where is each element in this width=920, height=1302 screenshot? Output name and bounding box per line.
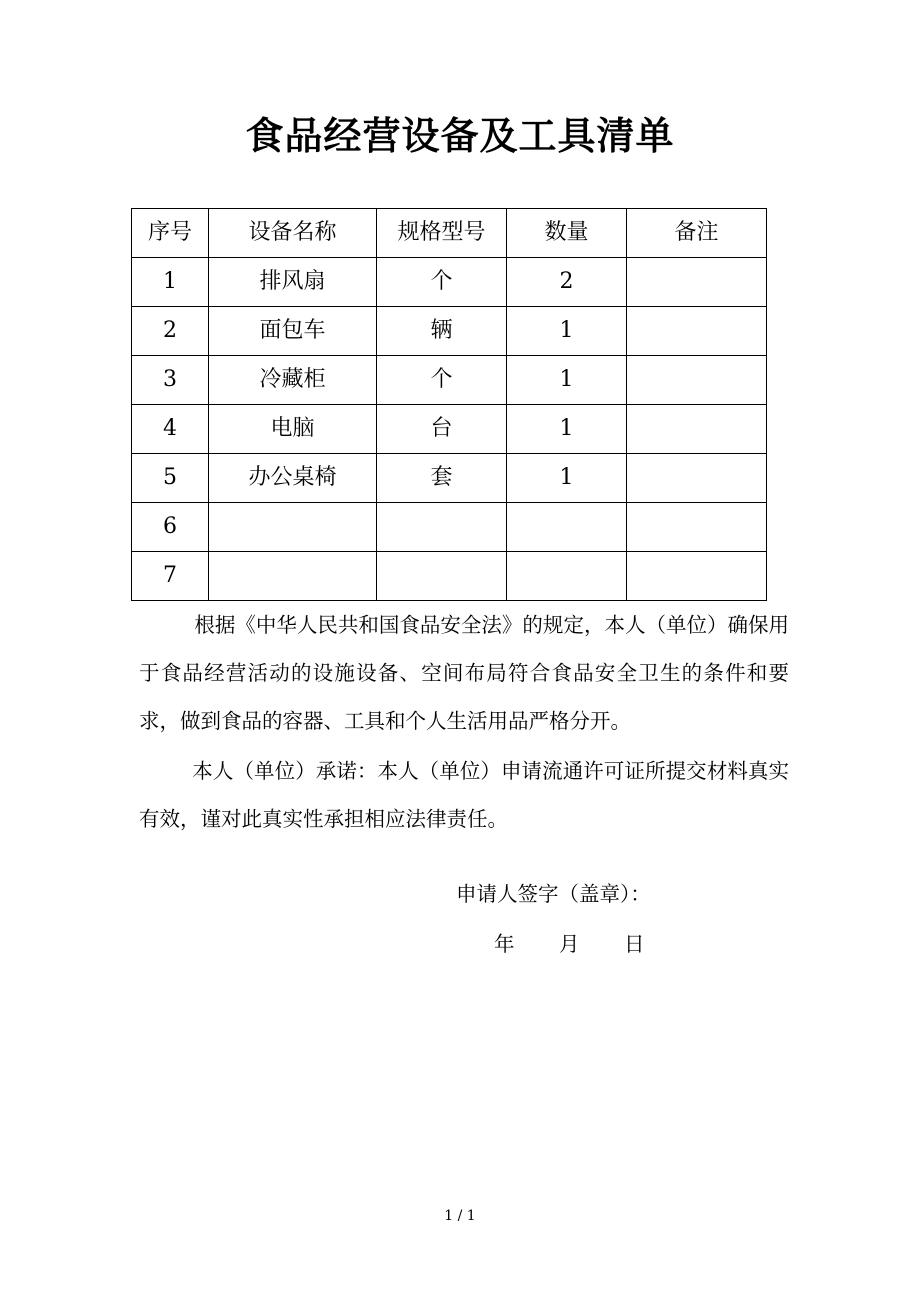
cell-index: 6	[132, 503, 209, 552]
cell-remarks	[627, 503, 767, 552]
equipment-table	[131, 208, 767, 601]
page-title: 食品经营设备及工具清单	[245, 113, 675, 158]
cell-equipment-name	[209, 503, 377, 552]
date-year-label: 年	[494, 932, 515, 956]
cell-quantity: 2	[507, 258, 627, 307]
cell-spec-model: 辆	[377, 307, 507, 356]
date-line	[494, 924, 689, 964]
table-row	[132, 552, 767, 601]
cell-quantity	[507, 552, 627, 601]
page-number: 1 / 1	[444, 1208, 476, 1224]
cell-index: 1	[132, 258, 209, 307]
cell-index: 2	[132, 307, 209, 356]
cell-index: 7	[132, 552, 209, 601]
cell-spec-model: 个	[377, 258, 507, 307]
cell-remarks	[627, 356, 767, 405]
cell-equipment-name	[209, 552, 377, 601]
cell-equipment-name: 排风扇	[209, 258, 377, 307]
table-row	[132, 258, 767, 307]
cell-equipment-name: 冷藏柜	[209, 356, 377, 405]
cell-index: 5	[132, 454, 209, 503]
cell-spec-model: 套	[377, 454, 507, 503]
header-quantity: 数量	[507, 209, 627, 258]
statement-paragraph: 根据《中华人民共和国食品安全法》的规定，本人（单位）确保用于食品经营活动的设施设备、空间布局符合食品安全卫生的条件和要求，做到食品的容器、工具和个人生活用品严格分开。	[139, 613, 789, 733]
signature-label: 申请人签字（盖章）：	[456, 882, 651, 906]
cell-spec-model	[377, 552, 507, 601]
cell-remarks	[627, 454, 767, 503]
header-spec-model: 规格型号	[377, 209, 507, 258]
cell-remarks	[627, 552, 767, 601]
header-index: 序号	[132, 209, 209, 258]
cell-quantity: 1	[507, 454, 627, 503]
cell-equipment-name: 办公桌椅	[209, 454, 377, 503]
cell-equipment-name: 电脑	[209, 405, 377, 454]
cell-remarks	[627, 307, 767, 356]
table-row	[132, 356, 767, 405]
table-row	[132, 405, 767, 454]
cell-index: 3	[132, 356, 209, 405]
cell-quantity	[507, 503, 627, 552]
table-row	[132, 454, 767, 503]
cell-remarks	[627, 258, 767, 307]
commitment-paragraph: 本人（单位）承诺：本人（单位）申请流通许可证所提交材料真实有效，谨对此真实性承担相应法律责任。	[139, 759, 789, 831]
cell-quantity: 1	[507, 356, 627, 405]
date-day-label: 日	[624, 932, 645, 956]
date-month-label: 月	[559, 932, 580, 956]
table-row	[132, 503, 767, 552]
cell-quantity: 1	[507, 405, 627, 454]
table-header-row	[132, 209, 767, 258]
table-row	[132, 307, 767, 356]
cell-quantity: 1	[507, 307, 627, 356]
header-equipment-name: 设备名称	[209, 209, 377, 258]
cell-spec-model	[377, 503, 507, 552]
cell-remarks	[627, 405, 767, 454]
cell-equipment-name: 面包车	[209, 307, 377, 356]
header-remarks: 备注	[627, 209, 767, 258]
cell-spec-model: 个	[377, 356, 507, 405]
cell-spec-model: 台	[377, 405, 507, 454]
cell-index: 4	[132, 405, 209, 454]
